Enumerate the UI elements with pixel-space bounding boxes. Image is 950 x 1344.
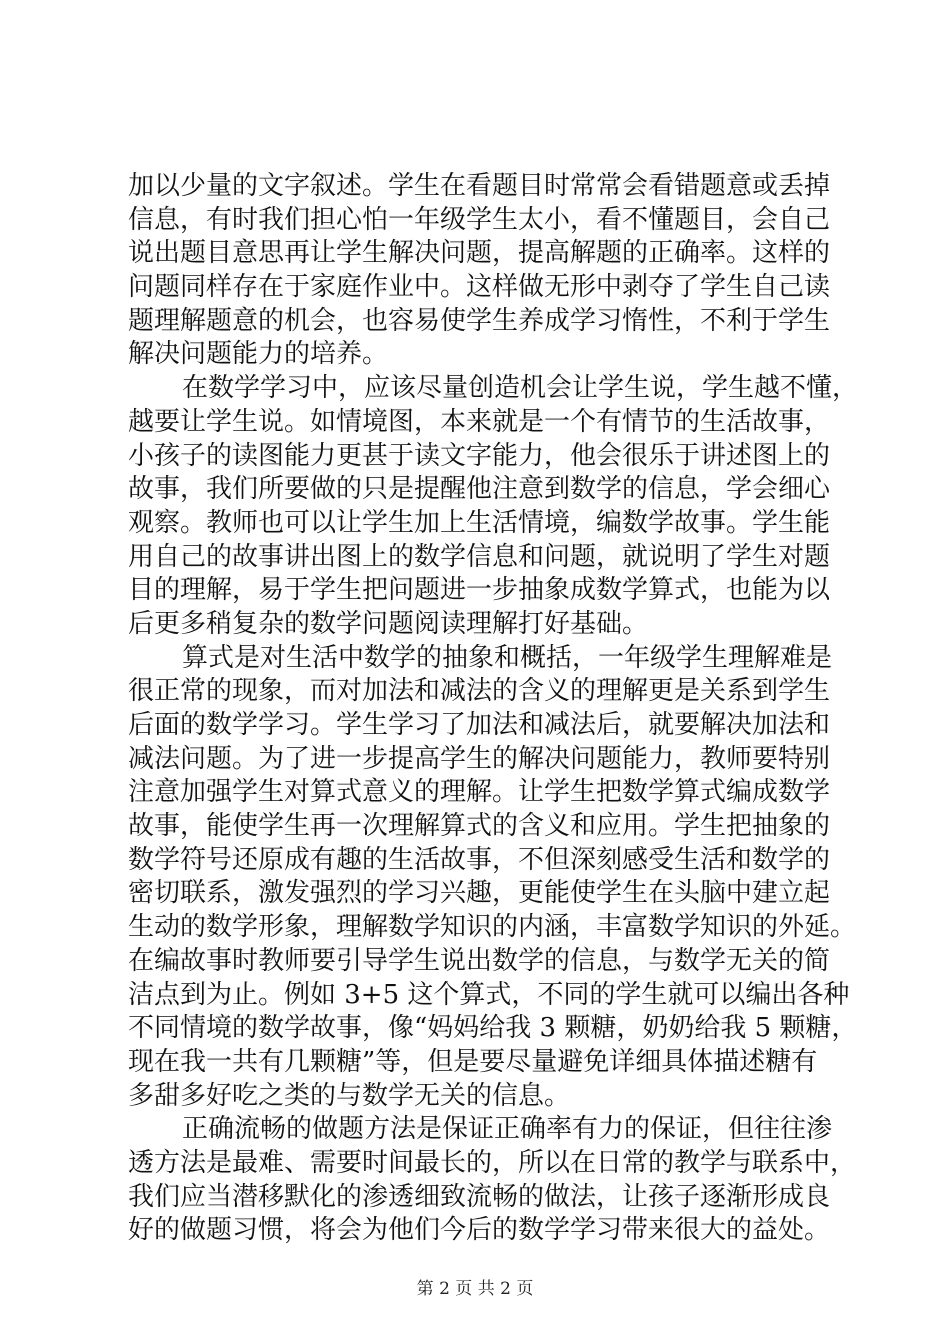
text-line-17: 后面的数学学习。学生学习了加法和减法后，就要解决加法和 (128, 710, 831, 740)
text-line-19: 注意加强学生对算式意义的理解。让学生把数学算式编成数学 (128, 777, 831, 808)
page-footer: 第 2 页 共 2 页 (416, 1279, 534, 1299)
text-line-9: 小孩子的读图能力更甚于读文字能力，他会很乐于讲述图上的 (128, 440, 831, 471)
text-line-26: 不同情境的数学故事，像“妈妈给我 3 颗糖，奶奶给我 5 颗糖， (128, 1013, 858, 1044)
text-line-8: 越要让学生说。如情境图，本来就是一个有情节的生活故事， (128, 406, 831, 437)
text-line-14: 后更多稍复杂的数学问题阅读理解打好基础。 (128, 608, 649, 639)
text-line-16: 很正常的现象，而对加法和减法的含义的理解更是关系到学生 (128, 676, 831, 707)
paragraph-4-line-1: 正确流畅的做题方法是保证正确率有力的保证，但往往渗 (182, 1114, 833, 1145)
text-line-6: 解决问题能力的培养。 (128, 339, 389, 370)
text-line-20: 故事，能使学生再一次理解算式的含义和应用。学生把抽象的 (128, 811, 831, 842)
text-line-28: 多甜多好吃之类的与数学无关的信息。 (128, 1080, 571, 1111)
paragraph-2-line-1: 在数学学习中，应该尽量创造机会让学生说，学生越不懂， (182, 373, 859, 404)
text-line-24: 在编故事时教师要引导学生说出数学的信息，与数学无关的简 (128, 945, 831, 976)
text-line-31: 我们应当潜移默化的渗透细致流畅的做法，让孩子逐渐形成良 (128, 1181, 831, 1212)
document-body (128, 170, 859, 1248)
text-line-18: 减法问题。为了进一步提高学生的解决问题能力，教师要特别 (128, 743, 831, 774)
text-line-10: 故事，我们所要做的只是提醒他注意到数学的信息，学会细心 (128, 474, 831, 505)
text-line-21: 数学符号还原成有趣的生活故事，不但深刻感受生活和数学的 (128, 844, 831, 875)
text-line-4: 问题同样存在于家庭作业中。这样做无形中剥夺了学生自己读 (128, 272, 831, 303)
text-line-22: 密切联系，激发强烈的学习兴趣，更能使学生在头脑中建立起 (128, 878, 831, 909)
text-line-2: 信息，有时我们担心怕一年级学生太小，看不懂题目，会自己 (128, 204, 831, 235)
text-line-32: 好的做题习惯，将会为他们今后的数学学习带来很大的益处。 (128, 1215, 831, 1246)
paragraph-3-line-1: 算式是对生活中数学的抽象和概括，一年级学生理解难是 (182, 642, 833, 673)
text-line-3: 说出题目意思再让学生解决问题，提高解题的正确率。这样的 (128, 238, 831, 269)
text-line-27: 现在我一共有几颗糖”等，但是要尽量避免详细具体描述糖有 (128, 1046, 818, 1077)
text-line-12: 用自己的故事讲出图上的数学信息和问题，就说明了学生对题 (128, 541, 831, 572)
text-line-13: 目的理解，易于学生把问题进一步抽象成数学算式，也能为以 (128, 575, 831, 606)
text-line-30: 透方法是最难、需要时间最长的，所以在日常的教学与联系中， (128, 1147, 857, 1178)
text-line-25: 洁点到为止。例如 3+5 这个算式，不同的学生就可以编出各种 (128, 979, 850, 1010)
text-line-11: 观察。教师也可以让学生加上生活情境，编数学故事。学生能 (128, 507, 831, 538)
text-line-1: 加以少量的文字叙述。学生在看题目时常常会看错题意或丢掉 (128, 171, 831, 201)
text-line-23: 生动的数学形象，理解数学知识的内涵，丰富数学知识的外延。 (128, 912, 857, 943)
text-line-5: 题理解题意的机会，也容易使学生养成学习惰性，不利于学生 (128, 305, 831, 336)
